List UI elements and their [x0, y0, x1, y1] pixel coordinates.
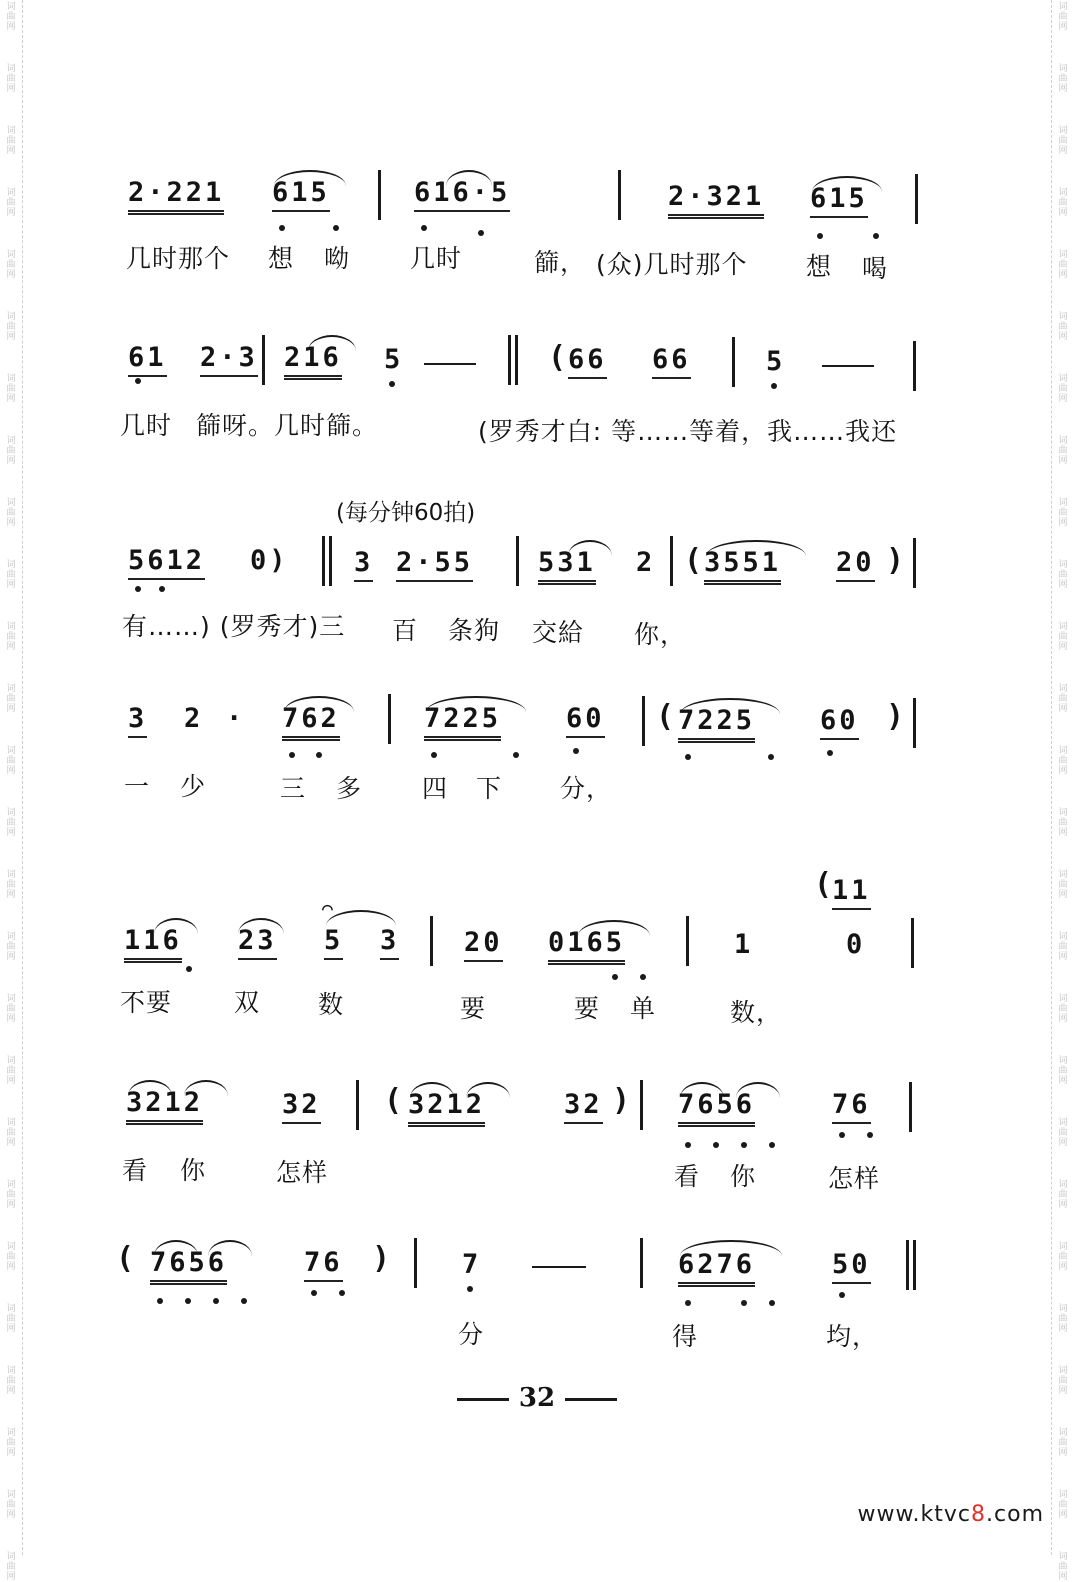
side-watermark-mark: 词曲网	[6, 932, 16, 962]
side-watermark-mark: 词曲网	[6, 126, 16, 156]
note: 0	[846, 929, 866, 960]
low-octave-dot	[685, 754, 691, 760]
side-watermark-mark: 词曲网	[6, 436, 16, 466]
side-watermark-mark: 词曲网	[1058, 64, 1068, 94]
side-watermark-mark: 词曲网	[1058, 1056, 1068, 1086]
low-octave-dot	[741, 1142, 747, 1148]
right-watermark-strip	[1051, 0, 1074, 1582]
side-watermark-mark: 词曲网	[1058, 622, 1068, 652]
lyric: 百	[392, 616, 419, 645]
low-octave-dot	[431, 752, 437, 758]
note-group: 66	[568, 345, 607, 379]
note-group: 20	[464, 928, 503, 962]
low-octave-dot	[768, 754, 774, 760]
watermark-char: c	[993, 1502, 1008, 1527]
low-octave-dot	[741, 1300, 747, 1306]
note-group: 60	[566, 704, 605, 738]
lyric: 几时	[120, 411, 173, 440]
note-group: 7656	[678, 1090, 755, 1127]
lyric: 得	[672, 1322, 699, 1351]
side-watermark-mark: 词曲网	[6, 1304, 16, 1334]
site-watermark	[857, 1502, 1044, 1527]
watermark-char: w	[857, 1502, 877, 1527]
lyric: 双	[234, 988, 261, 1017]
side-watermark-mark: 词曲网	[6, 808, 16, 838]
lyric: 有……) (罗秀才)三	[122, 612, 346, 641]
low-octave-dot	[421, 225, 427, 231]
lyric: 四	[422, 774, 449, 803]
side-watermark-mark: 词曲网	[6, 1490, 16, 1520]
note-group: 615	[810, 184, 868, 218]
slur	[326, 910, 396, 926]
watermark-text	[857, 1502, 1044, 1527]
side-watermark-mark: 词曲网	[6, 560, 16, 590]
note: 7	[462, 1249, 482, 1280]
side-watermark-mark: 词曲网	[1058, 250, 1068, 280]
low-octave-dot	[817, 233, 823, 239]
side-watermark-mark: 词曲网	[1058, 2, 1068, 32]
lyric: 要	[574, 994, 601, 1023]
tempo-marking: (每分钟60拍)	[336, 500, 476, 526]
side-watermark-mark: 词曲网	[6, 684, 16, 714]
page-number-rule	[457, 1398, 509, 1401]
side-watermark-mark: 词曲网	[1058, 498, 1068, 528]
note-group: 61	[128, 343, 167, 377]
low-octave-dot	[685, 1300, 691, 1306]
lyric: 几时	[410, 244, 463, 273]
note: 5	[324, 926, 343, 960]
watermark-char: v	[943, 1502, 958, 1527]
low-octave-dot	[713, 1142, 719, 1148]
note-group: 2·55	[396, 548, 473, 582]
barline	[686, 916, 689, 966]
note-group: 76	[304, 1248, 343, 1282]
side-watermark-mark: 词曲网	[1058, 746, 1068, 776]
side-watermark-mark: 词曲网	[6, 498, 16, 528]
low-octave-dot	[827, 750, 833, 756]
note: 3	[128, 704, 147, 738]
low-octave-dot	[640, 974, 646, 980]
barline	[516, 536, 519, 586]
note-group: 3551	[704, 548, 781, 585]
low-octave-dot	[685, 1142, 691, 1148]
low-octave-dot	[389, 381, 395, 387]
lyric: 均，	[826, 1322, 879, 1351]
barline	[732, 337, 735, 387]
low-octave-dot	[157, 1298, 163, 1304]
note-group: 615	[272, 178, 330, 212]
close-paren: )	[886, 543, 908, 578]
low-octave-dot	[467, 1286, 473, 1292]
watermark-char: .	[912, 1502, 921, 1527]
note-group: 3212	[408, 1090, 485, 1127]
low-octave-dot	[478, 230, 484, 236]
lyric: 要	[460, 994, 487, 1023]
double-barline	[508, 335, 518, 385]
close-paren: )	[612, 1083, 634, 1118]
sustain-dash	[822, 365, 874, 367]
side-watermark-mark: 词曲网	[1058, 870, 1068, 900]
note-group: 7656	[150, 1248, 227, 1285]
left-watermark-strip	[0, 0, 23, 1582]
note: 5	[766, 346, 786, 377]
note-group: 3212	[126, 1088, 203, 1125]
lyric: 几时那个	[126, 244, 231, 273]
side-watermark-mark: 词曲网	[6, 1366, 16, 1396]
barline	[262, 335, 265, 385]
note: 2	[184, 703, 204, 734]
side-watermark-mark: 词曲网	[1058, 126, 1068, 156]
barline	[618, 170, 621, 220]
low-octave-dot	[513, 752, 519, 758]
barline	[915, 174, 918, 224]
open-paren: (	[548, 340, 570, 375]
barline	[911, 918, 914, 968]
barline	[642, 696, 645, 746]
side-watermark-mark: 词曲网	[1058, 808, 1068, 838]
note-group: 7225	[424, 704, 501, 741]
barline	[913, 698, 916, 748]
low-octave-dot	[873, 233, 879, 239]
low-octave-dot	[339, 1290, 345, 1296]
lyric: 不要	[120, 988, 173, 1017]
watermark-char: c	[957, 1502, 971, 1527]
note-group: 116	[124, 926, 182, 963]
barline	[414, 1238, 417, 1288]
note: 3	[380, 926, 399, 960]
lyric: 你	[730, 1162, 757, 1191]
sustain-dash	[532, 1266, 586, 1268]
side-watermark-mark: 词曲网	[1058, 684, 1068, 714]
note: 2	[636, 547, 656, 578]
note-group: 11	[832, 876, 871, 910]
side-watermark-mark: 词曲网	[6, 1056, 16, 1086]
note-group: 531	[538, 548, 596, 585]
lyric: 看	[674, 1162, 701, 1191]
lyric: 单	[630, 994, 657, 1023]
side-watermark-mark: 词曲网	[1058, 1490, 1068, 1520]
side-watermark-mark: 词曲网	[6, 64, 16, 94]
note: 1	[734, 929, 754, 960]
note-group: 2·221	[128, 178, 224, 215]
close-paren: )	[372, 1241, 394, 1276]
lyric: 喝	[862, 254, 889, 283]
note-group: 0165	[548, 928, 625, 965]
side-watermark-mark: 词曲网	[6, 1180, 16, 1210]
note: 5	[384, 344, 404, 375]
open-paren: (	[116, 1241, 138, 1276]
low-octave-dot	[279, 225, 285, 231]
low-octave-dot	[573, 748, 579, 754]
page-number	[0, 1383, 1074, 1413]
lyric: 你，	[634, 620, 687, 649]
low-octave-dot	[159, 586, 165, 592]
watermark-char: w	[895, 1502, 913, 1527]
dot-marker: ·	[226, 703, 246, 734]
note-group: 76	[832, 1090, 871, 1124]
note-group: 2·3	[200, 343, 258, 377]
watermark-char: 8	[970, 1502, 986, 1527]
side-watermark-mark: 词曲网	[1058, 1428, 1068, 1458]
watermark-char: o	[1007, 1502, 1022, 1527]
barline	[356, 1080, 359, 1130]
note-group: 2·321	[668, 182, 764, 219]
double-barline	[906, 1240, 916, 1290]
lyric: 想	[806, 252, 833, 281]
side-watermark-mark: 词曲网	[6, 2, 16, 32]
open-paren: (	[684, 543, 706, 578]
watermark-char: .	[985, 1502, 994, 1527]
barline	[378, 170, 381, 220]
side-watermark-mark: 词曲网	[1058, 1242, 1068, 1272]
lyric: 想	[268, 244, 295, 273]
barline	[640, 1238, 643, 1288]
lyric: 三	[280, 774, 307, 803]
barline	[640, 1080, 643, 1130]
low-octave-dot	[771, 383, 777, 389]
lyric: 一	[124, 772, 151, 801]
note-group: 216	[284, 343, 342, 380]
lyric: 数	[318, 990, 345, 1019]
lyric: 篩呀。几时篩。	[196, 411, 379, 440]
low-octave-dot	[213, 1298, 219, 1304]
note-group: 32	[564, 1090, 603, 1124]
watermark-char: k	[920, 1502, 935, 1527]
side-watermark-mark: 词曲网	[6, 374, 16, 404]
low-octave-dot	[867, 1132, 873, 1138]
side-watermark-mark: 词曲网	[1058, 994, 1068, 1024]
note-group: 23	[238, 926, 277, 960]
side-watermark-mark: 词曲网	[6, 1552, 16, 1582]
lyric: 多	[336, 774, 363, 803]
note-group: 7225	[678, 706, 755, 743]
lyric: 呦	[324, 244, 351, 273]
sustain-dash	[424, 363, 476, 365]
watermark-char: m	[1021, 1502, 1044, 1527]
low-octave-dot	[316, 752, 322, 758]
low-octave-dot	[241, 1298, 247, 1304]
low-octave-dot	[839, 1132, 845, 1138]
watermark-char: t	[934, 1502, 944, 1527]
low-octave-dot	[769, 1300, 775, 1306]
lyric: 交給	[532, 618, 585, 647]
side-watermark-mark: 词曲网	[6, 746, 16, 776]
note-group: 66	[652, 345, 691, 379]
page-number-rule	[565, 1398, 617, 1401]
lyric: 条狗	[448, 616, 501, 645]
side-watermark-mark: 词曲网	[6, 622, 16, 652]
close-paren: )	[886, 699, 908, 734]
note-group: 5612	[128, 546, 205, 580]
low-octave-dot	[311, 1290, 317, 1296]
note-group: 616·5	[414, 178, 510, 212]
low-octave-dot	[186, 966, 192, 972]
lyric: 你	[180, 1156, 207, 1185]
side-watermark-mark: 词曲网	[1058, 1366, 1068, 1396]
side-watermark-mark: 词曲网	[6, 1118, 16, 1148]
watermark-char: w	[876, 1502, 896, 1527]
note-group: 0)	[250, 545, 289, 576]
side-watermark-mark: 词曲网	[1058, 1180, 1068, 1210]
page-number-text: 32	[518, 1383, 556, 1413]
side-watermark-mark: 词曲网	[6, 870, 16, 900]
side-watermark-mark: 词曲网	[1058, 1552, 1068, 1582]
fermata-icon: ⌒	[322, 898, 336, 919]
open-paren: (	[814, 867, 836, 902]
note-group: 60	[820, 706, 859, 740]
spoken-dialogue: (罗秀才白: 等……等着，我……我还	[478, 417, 898, 446]
note-group: 50	[832, 1250, 871, 1284]
low-octave-dot	[185, 1298, 191, 1304]
side-watermark-mark: 词曲网	[6, 250, 16, 280]
side-watermark-mark: 词曲网	[1058, 1118, 1068, 1148]
barline	[913, 538, 916, 588]
barline	[670, 536, 673, 586]
lyric: 怎样	[828, 1164, 881, 1193]
low-octave-dot	[839, 1292, 845, 1298]
low-octave-dot	[612, 974, 618, 980]
low-octave-dot	[135, 378, 141, 384]
barline	[388, 694, 391, 744]
lyric: (众)几时那个	[596, 250, 748, 279]
note-group: 762	[282, 704, 340, 741]
lyric: 怎样	[276, 1158, 329, 1187]
barline	[913, 341, 916, 391]
barline	[430, 916, 433, 966]
lyric: 看	[122, 1156, 149, 1185]
lyric: 分，	[560, 774, 613, 803]
side-watermark-mark: 词曲网	[1058, 188, 1068, 218]
side-watermark-mark: 词曲网	[1058, 436, 1068, 466]
side-watermark-mark: 词曲网	[1058, 312, 1068, 342]
open-paren: (	[384, 1083, 406, 1118]
note: 3	[354, 548, 373, 582]
lyric: 分	[458, 1320, 485, 1349]
side-watermark-mark: 词曲网	[6, 188, 16, 218]
side-watermark-mark: 词曲网	[1058, 1304, 1068, 1334]
side-watermark-mark: 词曲网	[1058, 932, 1068, 962]
lyric: 少	[180, 772, 207, 801]
low-octave-dot	[333, 225, 339, 231]
side-watermark-mark: 词曲网	[1058, 374, 1068, 404]
lyric: 篩，	[534, 248, 587, 277]
lyric: 数，	[730, 998, 783, 1027]
low-octave-dot	[289, 752, 295, 758]
double-barline	[322, 536, 332, 586]
side-watermark-mark: 词曲网	[1058, 560, 1068, 590]
barline	[909, 1082, 912, 1132]
note-group: 20	[836, 548, 875, 582]
side-watermark-mark: 词曲网	[6, 312, 16, 342]
low-octave-dot	[769, 1142, 775, 1148]
note-group: 6276	[678, 1250, 755, 1287]
side-watermark-mark: 词曲网	[6, 994, 16, 1024]
open-paren: (	[656, 699, 678, 734]
low-octave-dot	[135, 586, 141, 592]
side-watermark-mark: 词曲网	[6, 1428, 16, 1458]
lyric: 下	[476, 774, 503, 803]
note-group: 32	[282, 1090, 321, 1124]
side-watermark-mark: 词曲网	[6, 1242, 16, 1272]
